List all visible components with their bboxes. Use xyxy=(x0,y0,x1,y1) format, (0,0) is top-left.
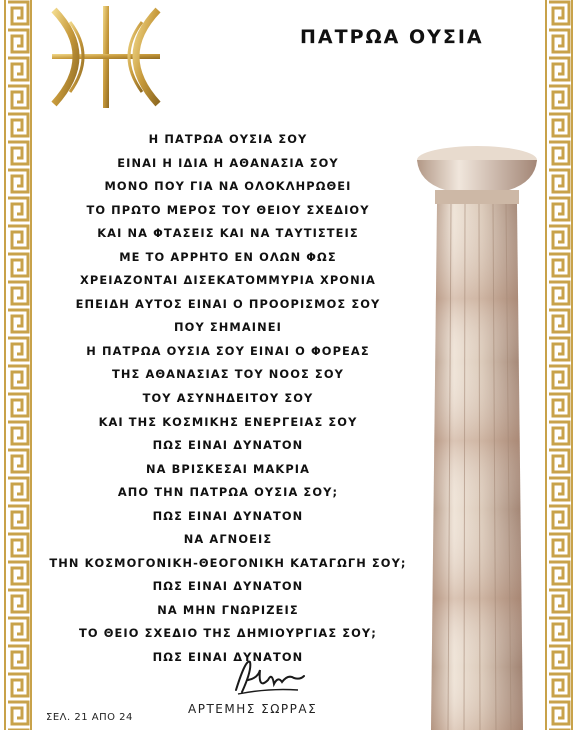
poem-line: ΠΩΣ ΕΙΝΑΙ ΔΥΝΑΤΟΝ xyxy=(152,438,304,453)
poem-text xyxy=(38,128,418,670)
doric-column-image xyxy=(405,140,545,730)
poem-line: ΠΩΣ ΕΙΝΑΙ ΔΥΝΑΤΟΝ xyxy=(152,650,304,665)
greek-key-border-right xyxy=(545,0,573,730)
gold-sun-symbol-icon xyxy=(46,2,166,112)
poem-line: Η ΠΑΤΡΩΑ ΟΥΣΙΑ ΣΟΥ xyxy=(148,132,308,146)
poem-line: ΝΑ ΒΡΙΣΚΕΣΑΙ ΜΑΚΡΙΑ xyxy=(145,461,311,476)
poem-line: ΑΠΟ ΤΗΝ ΠΑΤΡΩΑ ΟΥΣΙΑ ΣΟΥ; xyxy=(117,485,339,500)
poem-line: ΠΩΣ ΕΙΝΑΙ ΔΥΝΑΤΟΝ xyxy=(152,508,304,523)
poem-line: ΚΑΙ ΝΑ ΦΤΑΣΕΙΣ ΚΑΙ ΝΑ ΤΑΥΤΙΣΤΕΙΣ xyxy=(97,226,359,241)
poem-line: ΜΕ ΤΟ ΑΡΡΗΤΟ ΕΝ ΟΛΩΝ ΦΩΣ xyxy=(119,249,337,264)
author-name: ΑΡΤΕΜΗΣ ΣΩΡΡΑΣ xyxy=(188,702,318,716)
poem-line: ΤΗΝ ΚΟΣΜΟΓΟΝΙΚΗ-ΘΕΟΓΟΝΙΚΗ ΚΑΤΑΓΩΓΗ ΣΟΥ; xyxy=(49,555,407,570)
greek-key-border-left xyxy=(4,0,32,730)
page-number: ΣΕΛ. 21 ΑΠΟ 24 xyxy=(46,712,133,723)
poem-line: ΚΑΙ ΤΗΣ ΚΟΣΜΙΚΗΣ ΕΝΕΡΓΕΙΑΣ ΣΟΥ xyxy=(98,414,358,429)
poem-line: ΤΟΥ ΑΣΥΝΗΔΕΙΤΟΥ ΣΟΥ xyxy=(142,391,314,406)
poem-line: ΕΙΝΑΙ Η ΙΔΙΑ Η ΑΘΑΝΑΣΙΑ ΣΟΥ xyxy=(117,155,339,170)
poem-line: ΝΑ ΑΓΝΟΕΙΣ xyxy=(183,532,273,547)
poem-line: ΠΟΥ ΣΗΜΑΙΝΕΙ xyxy=(174,320,282,335)
poem-line: ΤΟ ΠΡΩΤΟ ΜΕΡΟΣ ΤΟΥ ΘΕΙΟΥ ΣΧΕΔΙΟΥ xyxy=(86,202,370,217)
poem-line: ΝΑ ΜΗΝ ΓΝΩΡΙΖΕΙΣ xyxy=(157,602,299,617)
poem-line: ΧΡΕΙΑΖΟΝΤΑΙ ΔΙΣΕΚΑΤΟΜΜΥΡΙΑ ΧΡΟΝΙΑ xyxy=(80,273,376,288)
page-title: ΠΑΤΡΩΑ ΟΥΣΙΑ xyxy=(300,26,484,48)
poem-line: ΠΩΣ ΕΙΝΑΙ ΔΥΝΑΤΟΝ xyxy=(152,579,304,594)
poem-line: ΜΟΝΟ ΠΟΥ ΓΙΑ ΝΑ ΟΛΟΚΛΗΡΩΘΕΙ xyxy=(104,179,352,194)
poem-line: ΕΠΕΙΔΗ ΑΥΤΟΣ ΕΙΝΑΙ Ο ΠΡΟΟΡΙΣΜΟΣ ΣΟΥ xyxy=(75,296,381,311)
author-signature xyxy=(228,650,308,702)
poem-line: ΤΗΣ ΑΘΑΝΑΣΙΑΣ ΤΟΥ ΝΟΟΣ ΣΟΥ xyxy=(112,367,344,382)
poem-line: Η ΠΑΤΡΩΑ ΟΥΣΙΑ ΣΟΥ ΕΙΝΑΙ Ο ΦΟΡΕΑΣ xyxy=(86,343,370,358)
poem-line: ΤΟ ΘΕΙΟ ΣΧΕΔΙΟ ΤΗΣ ΔΗΜΙΟΥΡΓΙΑΣ ΣΟΥ; xyxy=(79,626,377,641)
